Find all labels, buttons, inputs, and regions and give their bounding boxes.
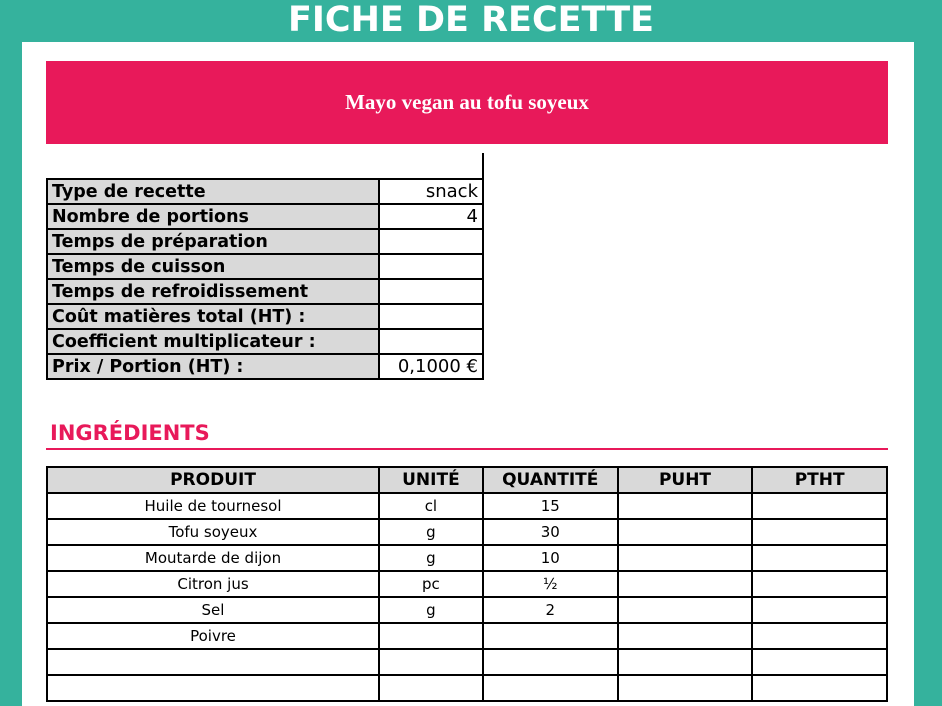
cell-quantite[interactable]	[483, 649, 618, 675]
info-row-cool-time	[47, 279, 483, 304]
info-row-total-cost	[47, 304, 483, 329]
info-value-cell[interactable]: snack	[379, 179, 483, 204]
cell-ptht[interactable]	[752, 519, 887, 545]
ingredients-header-row	[47, 467, 887, 493]
cell-puht[interactable]	[618, 675, 753, 701]
recipe-name-banner: Mayo vegan au tofu soyeux	[46, 61, 888, 144]
info-row-type	[47, 179, 483, 204]
table-row	[47, 571, 887, 597]
info-row-prep-time	[47, 229, 483, 254]
info-value-cell[interactable]	[379, 279, 483, 304]
cell-produit[interactable]	[47, 675, 379, 701]
cell-quantite[interactable]	[483, 623, 618, 649]
cell-unite[interactable]	[379, 675, 483, 701]
section-divider	[46, 448, 888, 450]
info-label: Coût matières total (HT) :	[47, 304, 379, 329]
table-row	[47, 493, 887, 519]
cell-quantite[interactable]: 10	[483, 545, 618, 571]
info-value-cell[interactable]	[379, 329, 483, 354]
cell-quantite[interactable]: 30	[483, 519, 618, 545]
info-row-cook-time	[47, 254, 483, 279]
cell-produit[interactable]: Poivre	[47, 623, 379, 649]
info-label: Type de recette	[47, 179, 379, 204]
cell-ptht[interactable]	[752, 571, 887, 597]
table-row	[47, 649, 887, 675]
cell-produit[interactable]: Citron jus	[47, 571, 379, 597]
cell-unite[interactable]: g	[379, 519, 483, 545]
info-label: Temps de préparation	[47, 229, 379, 254]
cell-unite[interactable]: g	[379, 597, 483, 623]
cell-quantite[interactable]: 15	[483, 493, 618, 519]
info-value-cell[interactable]	[379, 229, 483, 254]
cell-produit[interactable]	[47, 649, 379, 675]
cell-produit[interactable]: Tofu soyeux	[47, 519, 379, 545]
cell-puht[interactable]	[618, 649, 753, 675]
info-value-cell[interactable]	[379, 254, 483, 279]
cell-ptht[interactable]	[752, 493, 887, 519]
cell-puht[interactable]	[618, 571, 753, 597]
table-row	[47, 545, 887, 571]
cell-ptht[interactable]	[752, 545, 887, 571]
info-label: Prix / Portion (HT) :	[47, 354, 379, 379]
cell-produit[interactable]: Sel	[47, 597, 379, 623]
ingredients-table	[46, 466, 888, 702]
column-header-ptht: PTHT	[752, 467, 887, 493]
cell-quantite[interactable]	[483, 675, 618, 701]
column-header-unite: UNITÉ	[379, 467, 483, 493]
column-header-quantite: QUANTITÉ	[483, 467, 618, 493]
cell-unite[interactable]: g	[379, 545, 483, 571]
cell-puht[interactable]	[618, 623, 753, 649]
cell-puht[interactable]	[618, 545, 753, 571]
column-header-produit: PRODUIT	[47, 467, 379, 493]
page-title: FICHE DE RECETTE	[287, 0, 655, 40]
ingredients-section-title: INGRÉDIENTS	[50, 421, 210, 445]
info-row-price-portion	[47, 354, 483, 379]
cell-ptht[interactable]	[752, 597, 887, 623]
info-row-coefficient	[47, 329, 483, 354]
info-value-cell[interactable]: 4	[379, 204, 483, 229]
table-row	[47, 519, 887, 545]
cell-puht[interactable]	[618, 519, 753, 545]
cell-produit[interactable]: Moutarde de dijon	[47, 545, 379, 571]
cell-unite[interactable]	[379, 623, 483, 649]
info-row-portions	[47, 204, 483, 229]
table-row	[47, 675, 887, 701]
cell-ptht[interactable]	[752, 675, 887, 701]
table-row	[47, 597, 887, 623]
info-label: Coefficient multiplicateur :	[47, 329, 379, 354]
info-label: Temps de cuisson	[47, 254, 379, 279]
cell-ptht[interactable]	[752, 649, 887, 675]
cell-produit[interactable]: Huile de tournesol	[47, 493, 379, 519]
cell-unite[interactable]: pc	[379, 571, 483, 597]
recipe-sheet	[22, 42, 914, 706]
info-value-cell[interactable]	[379, 304, 483, 329]
cell-unite[interactable]	[379, 649, 483, 675]
cell-puht[interactable]	[618, 597, 753, 623]
column-header-puht: PUHT	[618, 467, 753, 493]
table-row	[47, 623, 887, 649]
cell-quantite[interactable]: 2	[483, 597, 618, 623]
cell-ptht[interactable]	[752, 623, 887, 649]
info-label: Temps de refroidissement	[47, 279, 379, 304]
cell-border-line	[482, 153, 484, 179]
cell-puht[interactable]	[618, 493, 753, 519]
info-label: Nombre de portions	[47, 204, 379, 229]
cell-quantite[interactable]: ½	[483, 571, 618, 597]
recipe-info-table	[46, 178, 484, 380]
cell-unite[interactable]: cl	[379, 493, 483, 519]
info-value-cell[interactable]: 0,1000 €	[379, 354, 483, 379]
